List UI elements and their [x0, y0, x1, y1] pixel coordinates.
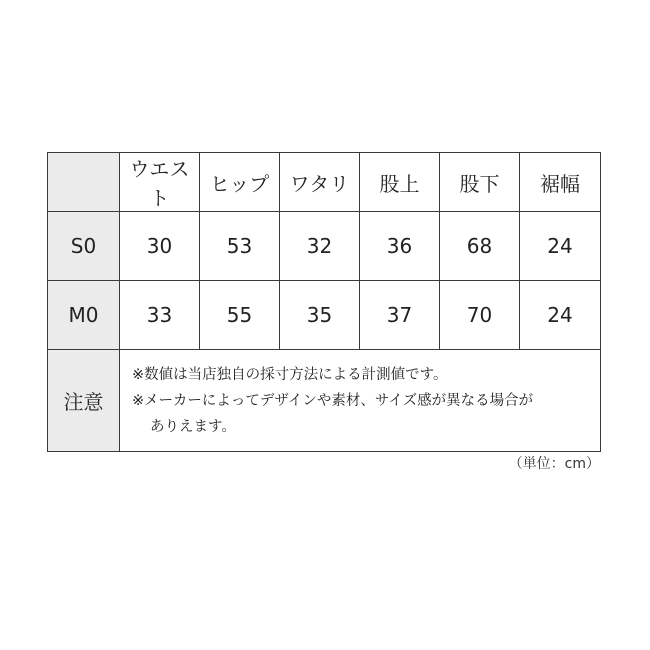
unit-caption: （単位：cm）	[508, 456, 600, 472]
header-inseam: 股下	[440, 153, 520, 212]
table-cell: 35	[280, 281, 360, 350]
notes-row	[48, 350, 601, 452]
notes-cell	[120, 350, 601, 452]
table-cell: 55	[200, 281, 280, 350]
table-cell: 32	[280, 212, 360, 281]
corner-cell	[48, 153, 120, 212]
size-label: S0	[48, 212, 120, 281]
header-hip: ヒップ	[200, 153, 280, 212]
size-chart-table	[47, 152, 601, 452]
table-row	[48, 212, 601, 281]
table-cell: 36	[360, 212, 440, 281]
table-cell: 70	[440, 281, 520, 350]
header-hem-width: 裾幅	[520, 153, 601, 212]
table-cell: 30	[120, 212, 200, 281]
table-cell: 33	[120, 281, 200, 350]
table-cell: 53	[200, 212, 280, 281]
header-waist: ウエスト	[120, 153, 200, 212]
note-line: ありえます。	[150, 418, 236, 435]
table-cell: 24	[520, 281, 601, 350]
table-row	[48, 281, 601, 350]
table-cell: 24	[520, 212, 601, 281]
note-label: 注意	[48, 350, 120, 452]
header-rise: 股上	[360, 153, 440, 212]
header-row	[48, 153, 601, 212]
note-line: ※数値は当店独自の採寸方法による計測値です。	[132, 366, 448, 383]
header-thigh: ワタリ	[280, 153, 360, 212]
table-cell: 68	[440, 212, 520, 281]
table-cell: 37	[360, 281, 440, 350]
size-label: M0	[48, 281, 120, 350]
note-line: ※メーカーによってデザインや素材、サイズ感が異なる場合が	[132, 392, 534, 409]
